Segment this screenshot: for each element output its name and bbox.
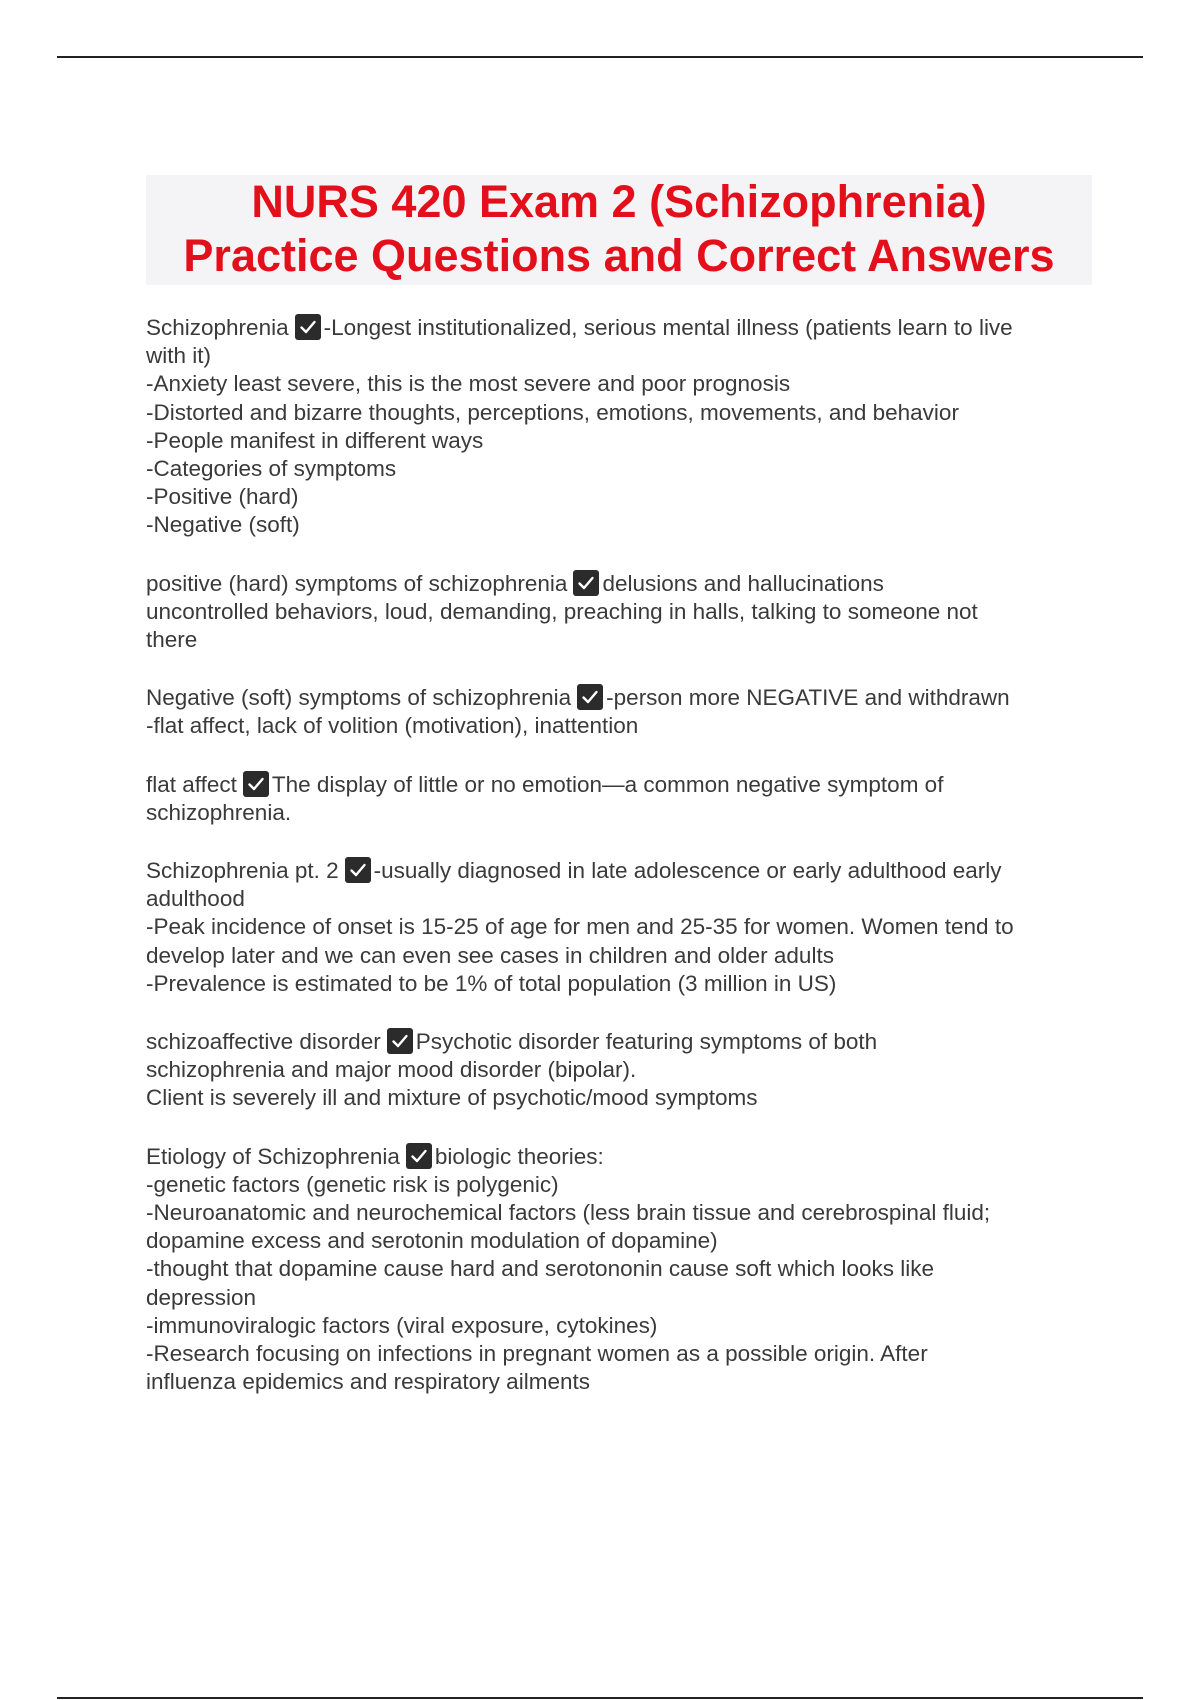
flashcard-definition-line: -immunoviralogic factors (viral exposure, cytokines) <box>146 1312 658 1338</box>
flashcard-entry <box>146 857 1092 998</box>
flashcard-term: Schizophrenia <box>146 315 289 340</box>
flashcard-definition-line: schizophrenia and major mood disorder (bipolar). <box>146 1057 637 1083</box>
flashcard-definition-line: develop later and we can even see cases in children and older adults <box>146 942 834 968</box>
flashcard-entry <box>146 1028 1092 1113</box>
flashcard-term: Schizophrenia pt. 2 <box>146 858 339 884</box>
flashcard-definition-line: adulthood <box>146 886 245 912</box>
flashcard-first-line <box>146 1028 1092 1056</box>
flashcard-definition-line: uncontrolled behaviors, loud, demanding, preaching in halls, talking to someone not <box>146 598 978 624</box>
flashcard-definition-start: delusions and hallucinations <box>602 570 884 596</box>
flashcard-definition-start: -Longest institutionalized, serious mental illness (patients learn to live <box>323 315 1013 340</box>
flashcard-term: Etiology of Schizophrenia <box>146 1143 400 1169</box>
checkbox-check-icon <box>243 771 269 797</box>
bottom-rule <box>57 1697 1143 1699</box>
flashcard-definition-line: Client is severely ill and mixture of psychotic/mood symptoms <box>146 1085 758 1111</box>
checkbox-check-icon <box>345 857 371 883</box>
flashcard-definition-line: -Neuroanatomic and neurochemical factors (less brain tissue and cerebrospinal fluid; <box>146 1200 991 1226</box>
flashcard-first-line <box>146 570 1092 598</box>
flashcard-definition-start: biologic theories: <box>434 1143 604 1169</box>
flashcard-definition-start: The display of little or no emotion—a common negative symptom of <box>271 771 944 797</box>
flashcard-first-line <box>146 857 1092 885</box>
top-rule <box>57 56 1143 58</box>
document-title-line-1: NURS 420 Exam 2 (Schizophrenia) <box>251 176 987 227</box>
flashcard-definition-line: -Distorted and bizarre thoughts, perceptions, emotions, movements, and behavior <box>146 399 959 425</box>
flashcard-definition-line: influenza epidemics and respiratory ailments <box>146 1369 590 1395</box>
flashcard-first-line <box>146 684 1092 712</box>
flashcard-first-line <box>146 314 1092 342</box>
flashcard-term: schizoaffective disorder <box>146 1029 381 1055</box>
flashcard-list <box>146 314 1092 1427</box>
flashcard-first-line <box>146 1143 1092 1171</box>
flashcard-definition-line: -flat affect, lack of volition (motivation), inattention <box>146 713 639 739</box>
flashcard-definition-line: -Categories of symptoms <box>146 456 397 482</box>
flashcard-definition-line: -Positive (hard) <box>146 484 299 510</box>
document-title-line-2: Practice Questions and Correct Answers <box>183 230 1055 281</box>
flashcard-definition-line: -genetic factors (genetic risk is polygenic) <box>146 1171 559 1197</box>
checkbox-check-icon <box>577 684 603 710</box>
flashcard-entry <box>146 1143 1092 1397</box>
document-title-banner <box>146 175 1092 285</box>
flashcard-definition-start: -person more NEGATIVE and withdrawn <box>606 685 1010 711</box>
flashcard-definition-line: with it) <box>146 343 212 369</box>
checkbox-check-icon <box>295 314 321 340</box>
checkbox-check-icon <box>387 1028 413 1054</box>
flashcard-definition-line: dopamine excess and serotonin modulation of dopamine) <box>146 1228 718 1254</box>
flashcard-entry <box>146 570 1092 655</box>
checkbox-check-icon <box>573 570 599 596</box>
checkbox-check-icon <box>406 1143 432 1169</box>
flashcard-definition-line: -Prevalence is estimated to be 1% of total population (3 million in US) <box>146 970 837 996</box>
flashcard-term: positive (hard) symptoms of schizophrenia <box>146 570 568 596</box>
flashcard-definition-line: there <box>146 627 198 653</box>
flashcard-entry <box>146 314 1092 540</box>
flashcard-definition-line: -thought that dopamine cause hard and serotononin cause soft which looks like <box>146 1256 934 1282</box>
flashcard-term: Negative (soft) symptoms of schizophrenia <box>146 685 572 711</box>
flashcard-definition-line: schizophrenia. <box>146 799 292 825</box>
flashcard-definition-line: -Peak incidence of onset is 15-25 of age for men and 25-35 for women. Women tend to <box>146 914 1014 940</box>
flashcard-first-line <box>146 771 1092 799</box>
flashcard-definition-line: -Negative (soft) <box>146 512 300 538</box>
flashcard-definition-line: depression <box>146 1284 257 1310</box>
flashcard-definition-line: -Anxiety least severe, this is the most severe and poor prognosis <box>146 371 791 397</box>
flashcard-definition-start: -usually diagnosed in late adolescence or early adulthood early <box>373 858 1002 884</box>
flashcard-entry <box>146 684 1092 740</box>
flashcard-entry <box>146 771 1092 827</box>
flashcard-term: flat affect <box>146 771 237 797</box>
flashcard-definition-line: -People manifest in different ways <box>146 427 484 453</box>
flashcard-definition-line: -Research focusing on infections in pregnant women as a possible origin. After <box>146 1341 928 1367</box>
flashcard-definition-start: Psychotic disorder featuring symptoms of both <box>415 1029 878 1055</box>
